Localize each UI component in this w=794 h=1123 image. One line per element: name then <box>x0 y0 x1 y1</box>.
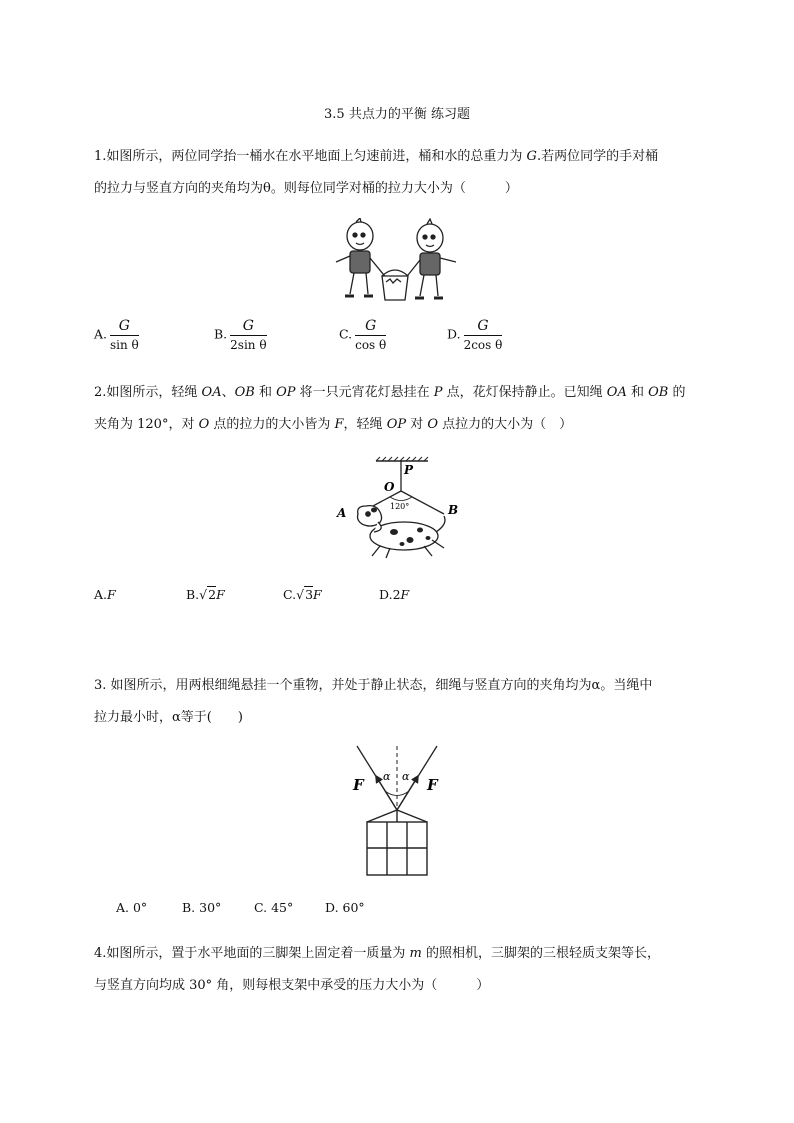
label-alpha-left: α <box>383 770 391 783</box>
lantern-dog-illustration <box>358 506 446 558</box>
option-d[interactable]: D.2F <box>379 587 410 602</box>
question-2-text: 2.如图所示，轻绳 OA、OB 和 OP 将一只元宵花灯悬挂在 P 点，花灯保持静止。已知绳 OA 和 OB 的 夹角为 120°，对 O 点的拉力的大小皆为 F，轻绳 OP 对 O 点拉力的大小为（ ） <box>94 385 686 432</box>
question-1-text: 1.如图所示，两位同学抬一桶水在水平地面上匀速前进，桶和水的总重力为 G.若两位同学的手对桶 的拉力与竖直方向的夹角均为θ。则每位同学对桶的拉力大小为（ ） <box>94 149 659 196</box>
option-c[interactable]: C. $\frac{G}{\text{cos θ}}$ <box>339 318 387 352</box>
question-3-text: 3. 如图所示，用两根细绳悬挂一个重物，并处于静止状态，细绳与竖直方向的夹角均为α。当绳中 拉力最小时，α等于( ) <box>94 678 653 725</box>
option-d[interactable]: D. $\frac{G}{\text{2cos θ}}$ <box>447 318 503 352</box>
question-4-text: 4.如图所示，置于水平地面的三脚架上固定着一质量为 m 的照相机，三脚架的三根轻质支架等长， 与竖直方向均成 30° 角，则每根支架中承受的压力大小为（ ） <box>94 946 661 993</box>
angle-arc <box>390 497 412 501</box>
label-b: B <box>448 503 459 517</box>
label-o: O <box>384 480 395 494</box>
ceiling-support <box>376 457 428 461</box>
label-f-right: F <box>427 776 438 794</box>
bucket-illustration <box>382 270 408 300</box>
question-1-figure <box>330 218 464 306</box>
option-a[interactable]: A. 0° <box>116 900 148 915</box>
option-d[interactable]: D. 60° <box>325 900 365 915</box>
label-alpha-right: α <box>402 770 410 783</box>
option-b[interactable]: B.√2F <box>186 587 225 602</box>
option-b[interactable]: B. $\frac{G}{\text{2sin θ}}$ <box>214 318 267 352</box>
left-student-illustration <box>336 218 388 296</box>
right-student-illustration <box>404 219 456 298</box>
label-a: A <box>337 506 347 520</box>
option-c[interactable]: C.√3F <box>283 587 322 602</box>
label-angle: 120° <box>390 502 410 511</box>
question-2-figure <box>332 454 462 562</box>
page-title: 3.5 共点力的平衡 练习题 <box>324 107 470 122</box>
option-b[interactable]: B. 30° <box>182 900 222 915</box>
question-3-figure <box>345 742 445 880</box>
option-a[interactable]: A.F <box>94 587 116 602</box>
option-c[interactable]: C. 45° <box>254 900 294 915</box>
label-p: P <box>404 463 414 477</box>
weight-block <box>367 810 427 875</box>
label-f-left: F <box>353 776 364 794</box>
option-a[interactable]: A. $\frac{G}{\text{sin θ}}$ <box>94 318 139 352</box>
